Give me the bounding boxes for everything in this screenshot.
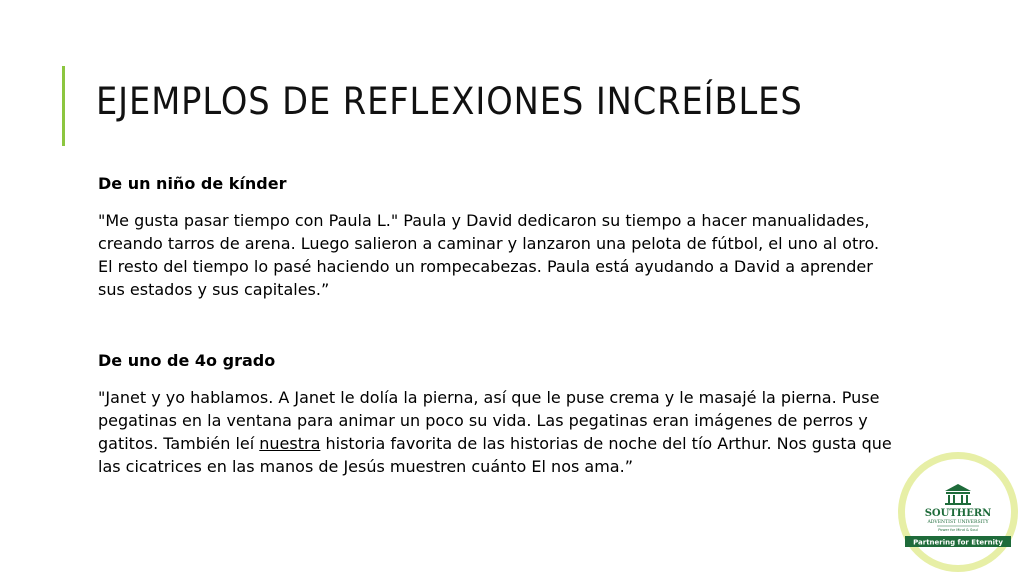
slide-content (98, 172, 898, 478)
quote-fourth-grade-part-2: historia favorita de las historias de noche del tío Arthur. Nos gusta que las cicatrices en las manos de Jesús muestren cuánto El nos ama.” (98, 434, 892, 476)
slide-title: EJEMPLOS DE REFLEXIONES INCREÍBLES (96, 80, 803, 123)
quote-kinder: "Me gusta pasar tiempo con Paula L." Paula y David dedicaron su tiempo a hacer manualidades, creando tarros de arena. Luego salieron a caminar y lanzaron una pelota de fútbol, el uno al otro. El resto del tiempo lo pasé haciendo un rompecabezas. Paula está ayudando a David a aprender sus estados y sus capitales.” (98, 211, 880, 299)
title-accent-bar (62, 66, 65, 146)
quote-underlined-word: nuestra (259, 434, 321, 453)
logo-subname: ADVENTIST UNIVERSITY (927, 520, 989, 525)
logo-tagline: Power for Mind & Soul (938, 528, 978, 532)
logo-name: SOUTHERN (924, 508, 992, 519)
quote-fourth-grade (98, 386, 898, 478)
section-heading-kinder: De un niño de kínder (98, 174, 287, 193)
section-heading-fourth-grade: De uno de 4o grado (98, 351, 276, 370)
quote-fourth-grade-part-1: "Janet y yo hablamos. A Janet le dolía la pierna, así que le puse crema y le masajé la pierna. Puse pegatinas en la ventana para animar un poco su vida. Las pegatinas eran imágenes de perros y gatitos. También leí (98, 388, 880, 453)
logo-banner-text: Partnering for Eternity (913, 538, 1003, 547)
southern-adventist-university-logo (897, 451, 1019, 573)
